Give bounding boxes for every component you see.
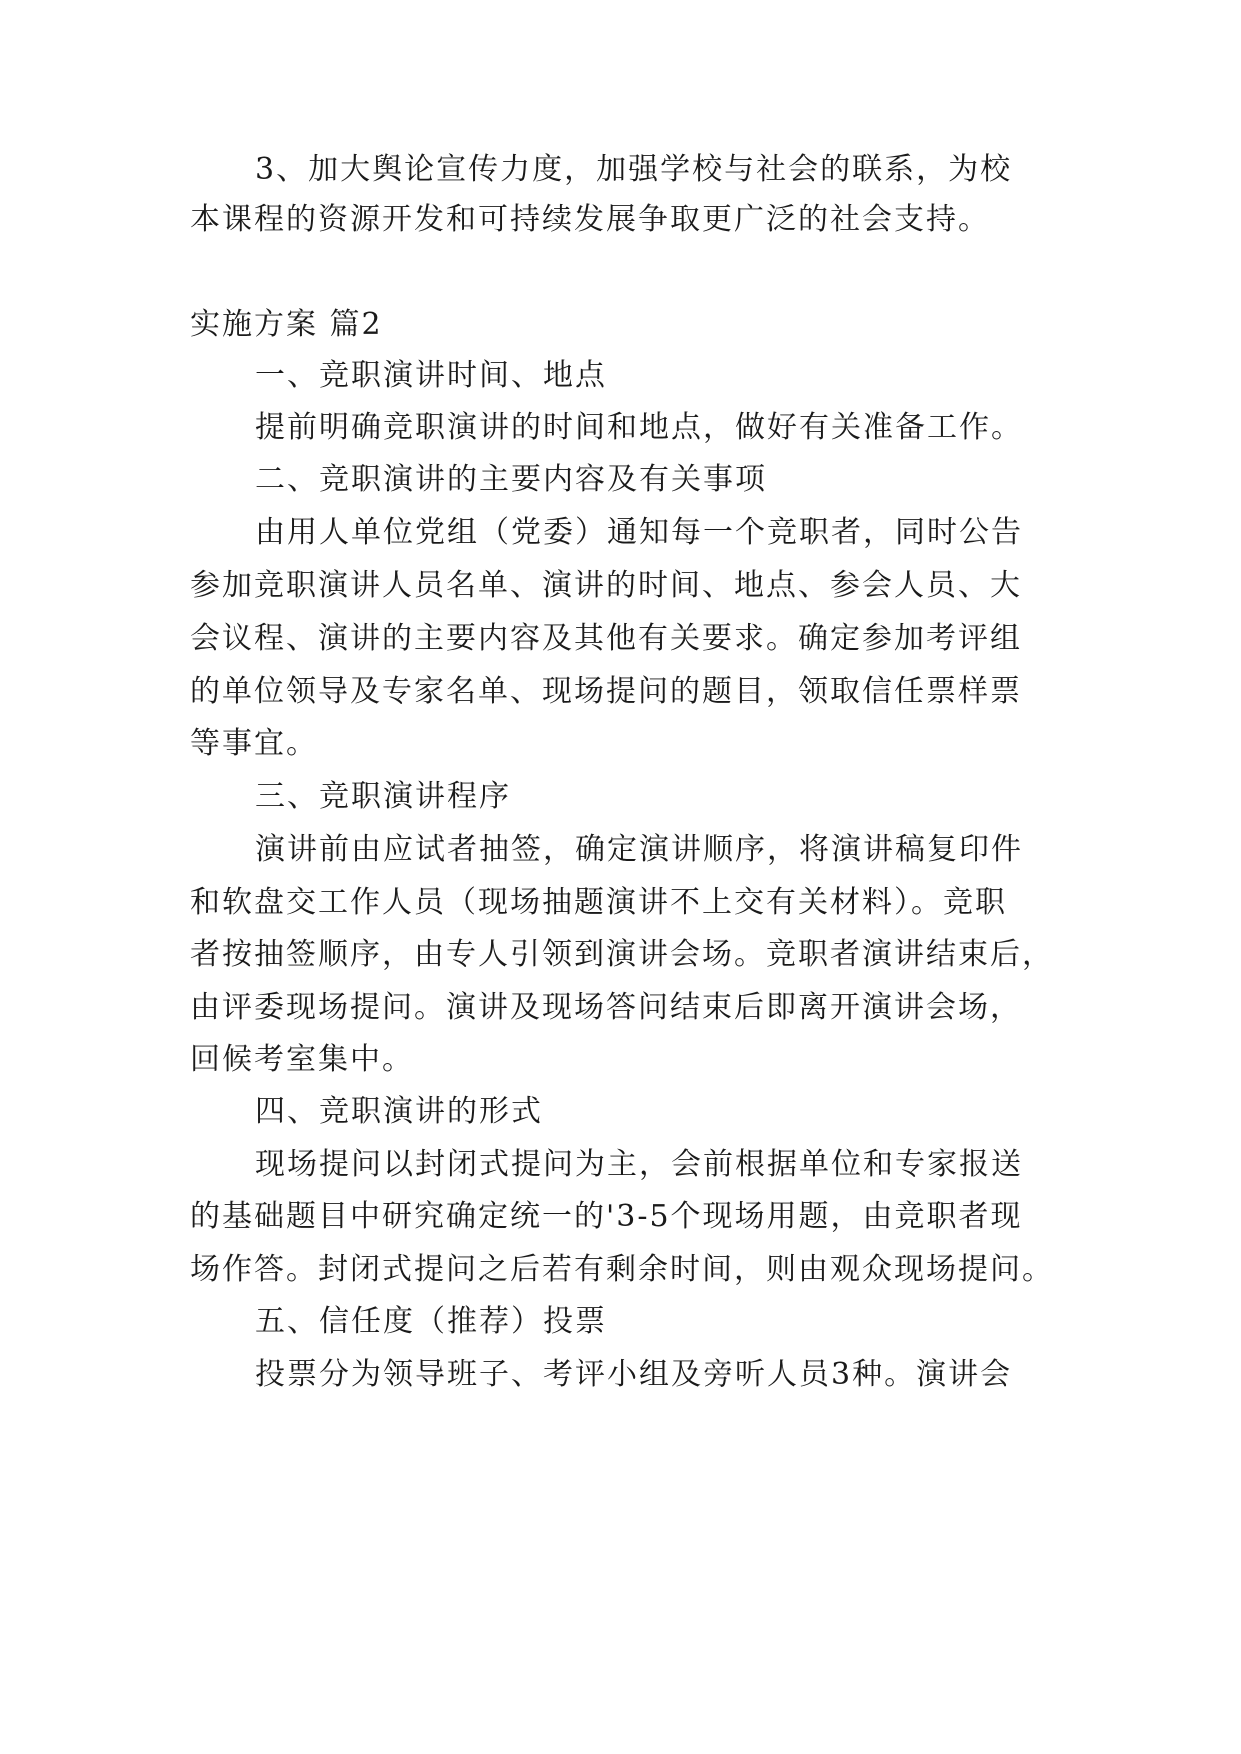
paragraph-line: 和软盘交工作人员（现场抽题演讲不上交有关材料）。竞职: [190, 885, 1007, 920]
paragraph-line: 投票分为领导班子、考评小组及旁听人员3种。演讲会: [255, 1357, 1013, 1392]
paragraph-line: 者按抽签顺序，由专人引领到演讲会场。竞职者演讲结束后，: [190, 937, 1054, 972]
heading-2: 二、竞职演讲的主要内容及有关事项: [255, 462, 767, 497]
paragraph-line: 的基础题目中研究确定统一的'3-5个现场用题，由竞职者现: [190, 1199, 1023, 1234]
paragraph-line: 本课程的资源开发和可持续发展争取更广泛的社会支持。: [190, 202, 990, 237]
paragraph-line: 演讲前由应试者抽签，确定演讲顺序，将演讲稿复印件: [255, 832, 1023, 867]
paragraph-line: 由用人单位党组（党委）通知每一个竞职者，同时公告: [255, 515, 1023, 550]
heading-3: 三、竞职演讲程序: [255, 779, 511, 814]
paragraph-line: 参加竞职演讲人员名单、演讲的时间、地点、参会人员、大: [190, 568, 1022, 603]
paragraph-line: 现场提问以封闭式提问为主，会前根据单位和专家报送: [255, 1147, 1023, 1182]
section-title: 实施方案 篇2: [190, 307, 383, 342]
paragraph-line: 会议程、演讲的主要内容及其他有关要求。确定参加考评组: [190, 621, 1022, 656]
paragraph-line: 提前明确竞职演讲的时间和地点，做好有关准备工作。: [255, 410, 1023, 445]
paragraph-line: 场作答。封闭式提问之后若有剩余时间，则由观众现场提问。: [190, 1252, 1054, 1287]
paragraph-line: 的单位领导及专家名单、现场提问的题目，领取信任票样票: [190, 674, 1022, 709]
paragraph-line: 由评委现场提问。演讲及现场答问结束后即离开演讲会场，: [190, 990, 1022, 1025]
paragraph-line: 回候考室集中。: [190, 1042, 414, 1077]
paragraph-line: 3、加大舆论宣传力度，加强学校与社会的联系，为校: [255, 152, 1013, 187]
heading-4: 四、竞职演讲的形式: [255, 1094, 543, 1129]
paragraph-line: 等事宜。: [190, 726, 318, 761]
heading-1: 一、竞职演讲时间、地点: [255, 358, 607, 393]
heading-5: 五、信任度（推荐）投票: [255, 1304, 607, 1339]
